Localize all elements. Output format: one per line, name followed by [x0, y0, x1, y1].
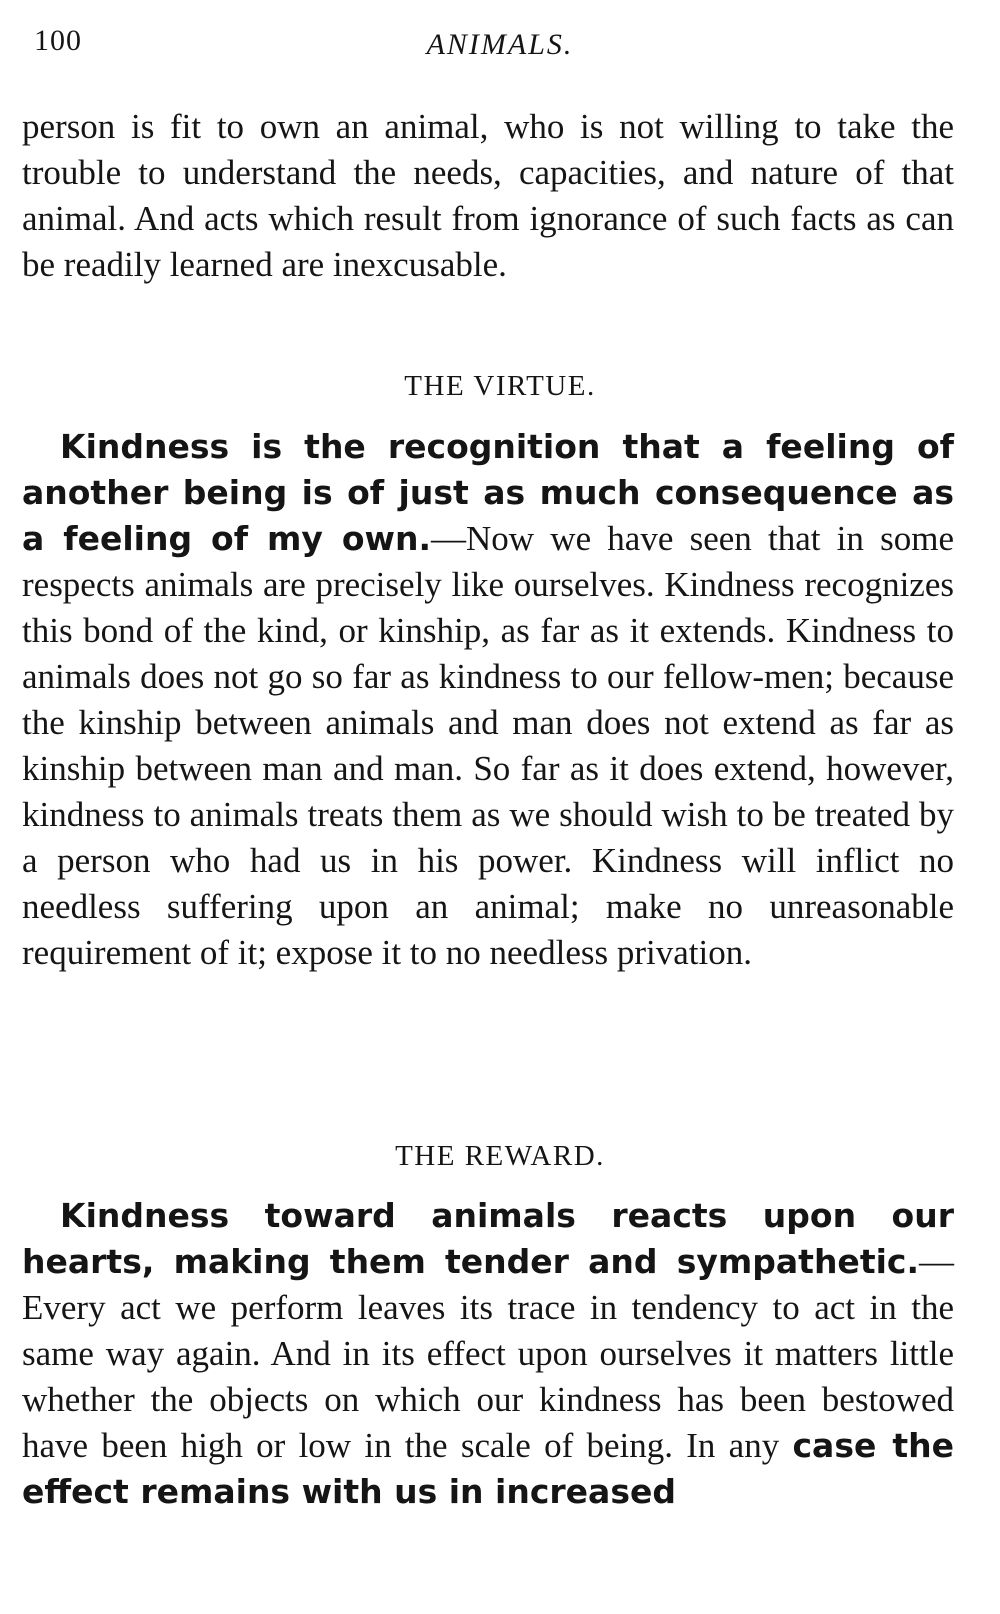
page-number: 100 — [34, 24, 82, 57]
section-heading-virtue: THE VIRTUE. — [404, 370, 596, 402]
intro-paragraph — [22, 104, 954, 288]
reward-body: — Every act we perform leaves its trace in tendency to act in the same way again. And in its effect upon ourselves it matters little whether the objects on which our kindness has been bestowed have been high or low in the scale of being. In any — [22, 1242, 954, 1465]
virtue-body: —Now we have seen that in some respects animals are precisely like ourselves. Kindness recognizes this bond of the kind, or kinship, as far as it extends. Kindness to animals does not go so far as kindness to our fellow-men; because the kinship between animals and man does not extend as far as kinship between man and man. So far as it does extend, however, kindness to animals treats them as we should wish to be treated by a person who had us in his power. Kindness will inflict no needless suffering upon an animal; make no unreasonable requirement of it; expose it to no needless privation. — [22, 519, 954, 972]
intro-text: person is fit to own an animal, who is not willing to take the trouble to understand the needs, capacities, and nature of that animal. And acts which result from ignorance of such facts as can be readily learned are inexcusable. — [22, 107, 954, 284]
reward-paragraph — [22, 1193, 954, 1515]
reward-lead: Kindness toward animals reacts upon our hearts, making them tender and sympathetic. — [22, 1196, 954, 1281]
section-heading-reward: THE REWARD. — [395, 1140, 605, 1172]
virtue-lead: Kindness is the recognition that a feeling of another being is of just as much consequence as a feeling of my own. — [22, 427, 954, 558]
reward-tail: case the effect remains with us in increased — [22, 1426, 954, 1511]
running-title: ANIMALS. — [426, 28, 574, 61]
virtue-paragraph — [22, 424, 954, 976]
